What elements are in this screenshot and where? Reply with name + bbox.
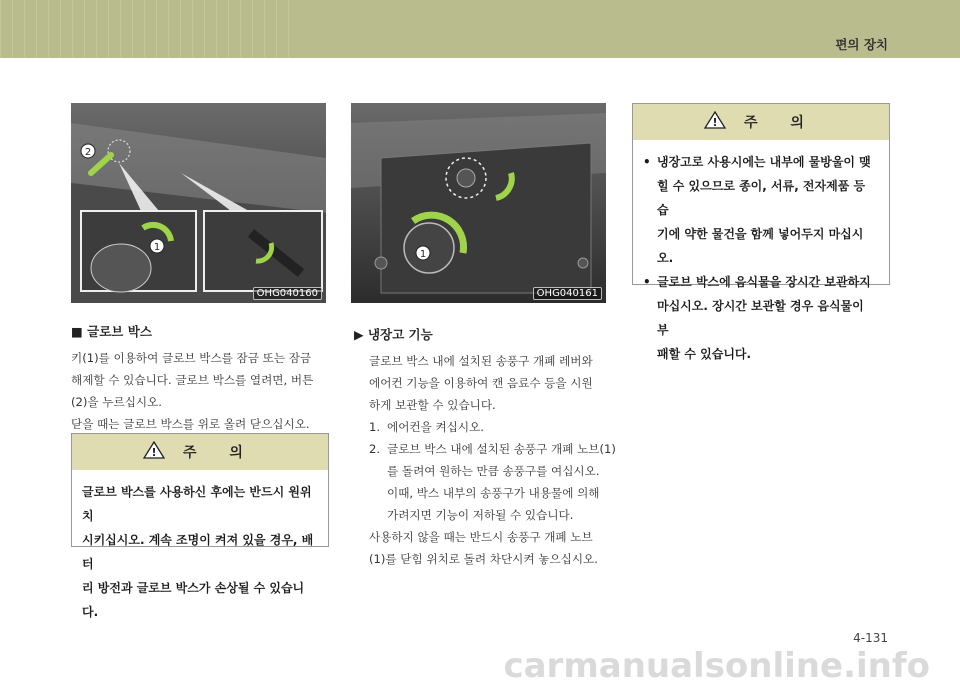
paragraph-line: 글로브 박스 내에 설치된 송풍구 개폐 레버와: [369, 354, 593, 368]
step-item: [369, 438, 619, 526]
cooling-knob-illustration: [351, 103, 606, 303]
paragraph-line: 에어컨 기능을 이용하여 캔 음료수 등을 시원: [369, 376, 593, 390]
watermark-text: carmanualsonline.info: [503, 645, 930, 686]
step-item: [369, 416, 619, 438]
glovebox-description: [71, 347, 333, 435]
caution-text: [633, 140, 889, 374]
header-band: [0, 0, 960, 58]
figure-glovebox-lock: [71, 103, 326, 303]
caution-line: 마십시오. 장시간 보관할 경우 음식물이 부: [657, 299, 864, 337]
section-title: 편의 장치: [835, 37, 888, 52]
bullet-dot-icon: •: [643, 155, 651, 169]
svg-text:!: !: [712, 116, 718, 129]
caution-header: [633, 104, 889, 140]
paragraph-line: (1)를 닫힘 위치로 돌려 차단시켜 놓으십시오.: [369, 552, 598, 566]
svg-text:1: 1: [153, 242, 161, 253]
step-line: 에어컨을 켜십시오.: [387, 420, 484, 434]
cooling-intro: [369, 350, 619, 416]
caution-bullet: [643, 270, 879, 366]
step-number: 1.: [369, 420, 381, 434]
glovebox-heading: ■ 글로브 박스: [71, 324, 152, 339]
figure-glovebox-cooling: [351, 103, 606, 303]
figure-code: OHG040160: [253, 287, 322, 300]
step-line: 가려지면 기능이 저하될 수 있습니다.: [387, 508, 574, 522]
caution-title: 주 의: [744, 115, 818, 131]
caution-box-glovebox: [71, 433, 329, 619]
step-line: 이때, 박스 내부의 송풍구가 내용물에 의해: [387, 486, 600, 500]
caution-title: 주 의: [183, 445, 257, 461]
paragraph-line: (2)을 누르십시오.: [71, 395, 162, 409]
cooling-outro: [369, 526, 619, 570]
caution-line: 패할 수 있습니다.: [657, 347, 752, 361]
caution-line: 냉장고로 사용시에는 내부에 물방울이 맺: [657, 155, 871, 169]
caution-line: 리 방전과 글로브 박스가 손상될 수 있습니다.: [82, 581, 305, 619]
caution-line: 글로브 박스를 사용하신 후에는 반드시 원위치: [82, 485, 312, 523]
step-line: 를 돌려여 원하는 만큼 송풍구를 여십시오.: [387, 464, 600, 478]
glovebox-illustration: [71, 103, 326, 303]
caution-line: 힐 수 있으므로 종이, 서류, 전자제품 등 습: [657, 179, 866, 217]
figure-code: OHG040161: [533, 287, 602, 300]
bullet-dot-icon: •: [643, 275, 651, 289]
cooling-steps: [369, 416, 619, 526]
svg-text:2: 2: [84, 147, 92, 158]
paragraph-line: 하게 보관할 수 있습니다.: [369, 398, 496, 412]
paragraph-line: 사용하지 않을 때는 반드시 송풍구 개폐 노브: [369, 530, 593, 544]
paragraph-line: 닫을 때는 글로브 박스를 위로 올려 닫으십시오.: [71, 417, 310, 431]
svg-text:1: 1: [419, 249, 427, 260]
caution-line: 시키십시오. 계속 조명이 켜져 있을 경우, 배터: [82, 533, 314, 571]
cooling-heading: ▶ 냉장고 기능: [354, 327, 433, 342]
caution-line: 기에 약한 물건을 함께 넣어두지 마십시오.: [657, 227, 864, 265]
caution-bullet: [643, 150, 879, 270]
paragraph-line: 키(1)를 이용하여 글로브 박스를 잠금 또는 잠금: [71, 351, 312, 365]
caution-header: [72, 434, 328, 470]
header-stripes: [0, 0, 300, 58]
caution-text: [72, 470, 328, 632]
svg-text:!: !: [151, 446, 157, 459]
warning-triangle-icon: [704, 111, 726, 133]
caution-box-cooling: [632, 103, 890, 361]
caution-line: 글로브 박스에 음식물을 장시간 보관하지: [657, 275, 871, 289]
paragraph-line: 해제할 수 있습니다. 글로브 박스를 열려면, 버튼: [71, 373, 314, 387]
step-number: 2.: [369, 442, 381, 456]
page-number: 4-131: [853, 631, 888, 645]
step-line: 글로브 박스 내에 설치된 송풍구 개폐 노브(1): [387, 442, 616, 456]
warning-triangle-icon: [143, 441, 165, 463]
